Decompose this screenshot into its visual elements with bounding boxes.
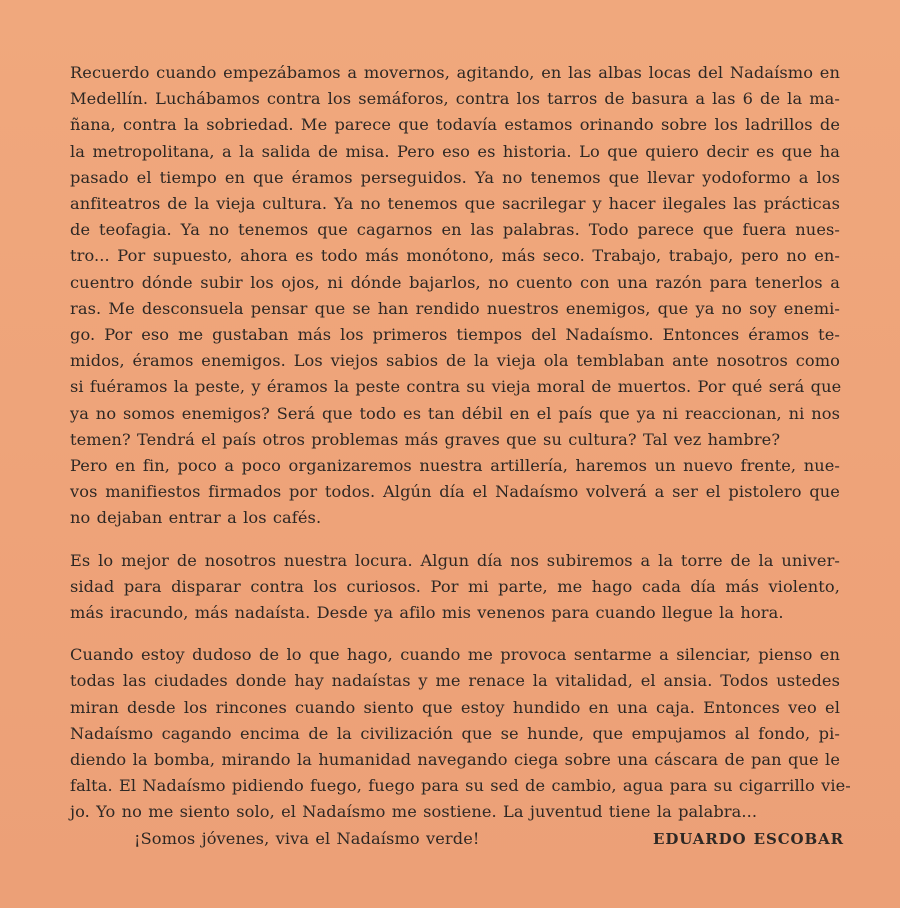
text-line: más iracundo, más nadaísta. Desde ya afilo mis venenos para cuando llegue la hora.: [70, 603, 784, 623]
text-line: tro... Por supuesto, ahora es todo más monótono, más seco. Trabajo, trabajo, pero no en-: [70, 246, 840, 266]
paragraph-3: [70, 642, 851, 825]
text-line: cuentro dónde subir los ojos, ni dónde bajarlos, no cuento con una razón para tenerlos a: [70, 272, 840, 292]
text-line: go. Por eso me gustaban más los primeros tiempos del Nadaísmo. Entonces éramos te-: [70, 325, 840, 345]
slogan: ¡Somos jóvenes, viva el Nadaísmo verde!: [134, 828, 480, 848]
text-line: ras. Me desconsuela pensar que se han rendido nuestros enemigos, que ya no soy enemi-: [70, 298, 840, 318]
text-line: Nadaísmo cagando encima de la civilización que se hunde, que empujamos al fondo, pi-: [70, 723, 840, 743]
text-line: falta. El Nadaísmo pidiendo fuego, fuego para su sed de cambio, agua para su cigarrillo vie-: [70, 776, 851, 796]
text-line: no dejaban entrar a los cafés.: [70, 508, 322, 528]
closing-line: [70, 826, 844, 852]
text-line: si fuéramos la peste, y éramos la peste contra su vieja moral de muertos. Por qué será que: [70, 377, 842, 397]
text-line: Recuerdo cuando empezábamos a movernos, agitando, en las albas locas del Nadaísmo en: [70, 63, 840, 82]
text-line: temen? Tendrá el país otros problemas más graves que su cultura? Tal vez hambre?: [70, 429, 781, 449]
text-line: Pero en fin, poco a poco organizaremos nuestra artillería, haremos un nuevo frente, nue-: [70, 456, 840, 476]
text-line: miran desde los rincones cuando siento que estoy hundido en una caja. Entonces veo el: [70, 697, 840, 717]
text-line: jo. Yo no me siento solo, el Nadaísmo me sostiene. La juventud tiene la palabra...: [70, 802, 758, 822]
text-line: pasado el tiempo en que éramos perseguidos. Ya no tenemos que llevar yodoformo a los: [70, 167, 840, 187]
text-line: Medellín. Luchábamos contra los semáforos, contra los tarros de basura a las 6 de la ma-: [70, 89, 840, 109]
paragraph-gap: [70, 532, 840, 548]
text-line: anfiteatros de la vieja cultura. Ya no tenemos que sacrilegar y hacer ilegales las prácticas: [70, 194, 840, 214]
paragraph-2: [70, 548, 840, 627]
text-line: diendo la bomba, mirando la humanidad navegando ciega sobre una cáscara de pan que le: [70, 750, 840, 770]
text-line: vos manifiestos firmados por todos. Algún día el Nadaísmo volverá a ser el pistolero que: [70, 482, 840, 502]
text-line: todas las ciudades donde hay nadaístas y me renace la vitalidad, el ansia. Todos ustedes: [70, 671, 840, 691]
manifesto-text: [70, 60, 851, 852]
text-line: la metropolitana, a la salida de misa. Pero eso es historia. Lo que quiero decir es que ha: [70, 141, 840, 161]
author-signature: EDUARDO ESCOBAR: [652, 829, 844, 848]
text-line: ya no somos enemigos? Será que todo es tan débil en el país que ya ni reaccionan, ni nos: [70, 403, 840, 423]
text-line: midos, éramos enemigos. Los viejos sabios de la vieja ola temblaban ante nosotros como: [70, 351, 840, 371]
paragraph-gap: [70, 626, 840, 642]
text-line: ñana, contra la sobriedad. Me parece que todavía estamos orinando sobre los ladrillos de: [70, 115, 840, 135]
paragraph-1: [70, 60, 840, 532]
text-line: de teofagia. Ya no tenemos que cagarnos en las palabras. Todo parece que fuera nues-: [70, 220, 840, 240]
text-line: sidad para disparar contra los curiosos. Por mi parte, me hago cada día más violento,: [70, 576, 840, 596]
text-line: Es lo mejor de nosotros nuestra locura. Algun día nos subiremos a la torre de la univer-: [70, 550, 840, 570]
text-line: Cuando estoy dudoso de lo que hago, cuando me provoca sentarme a silenciar, pienso en: [70, 645, 840, 665]
